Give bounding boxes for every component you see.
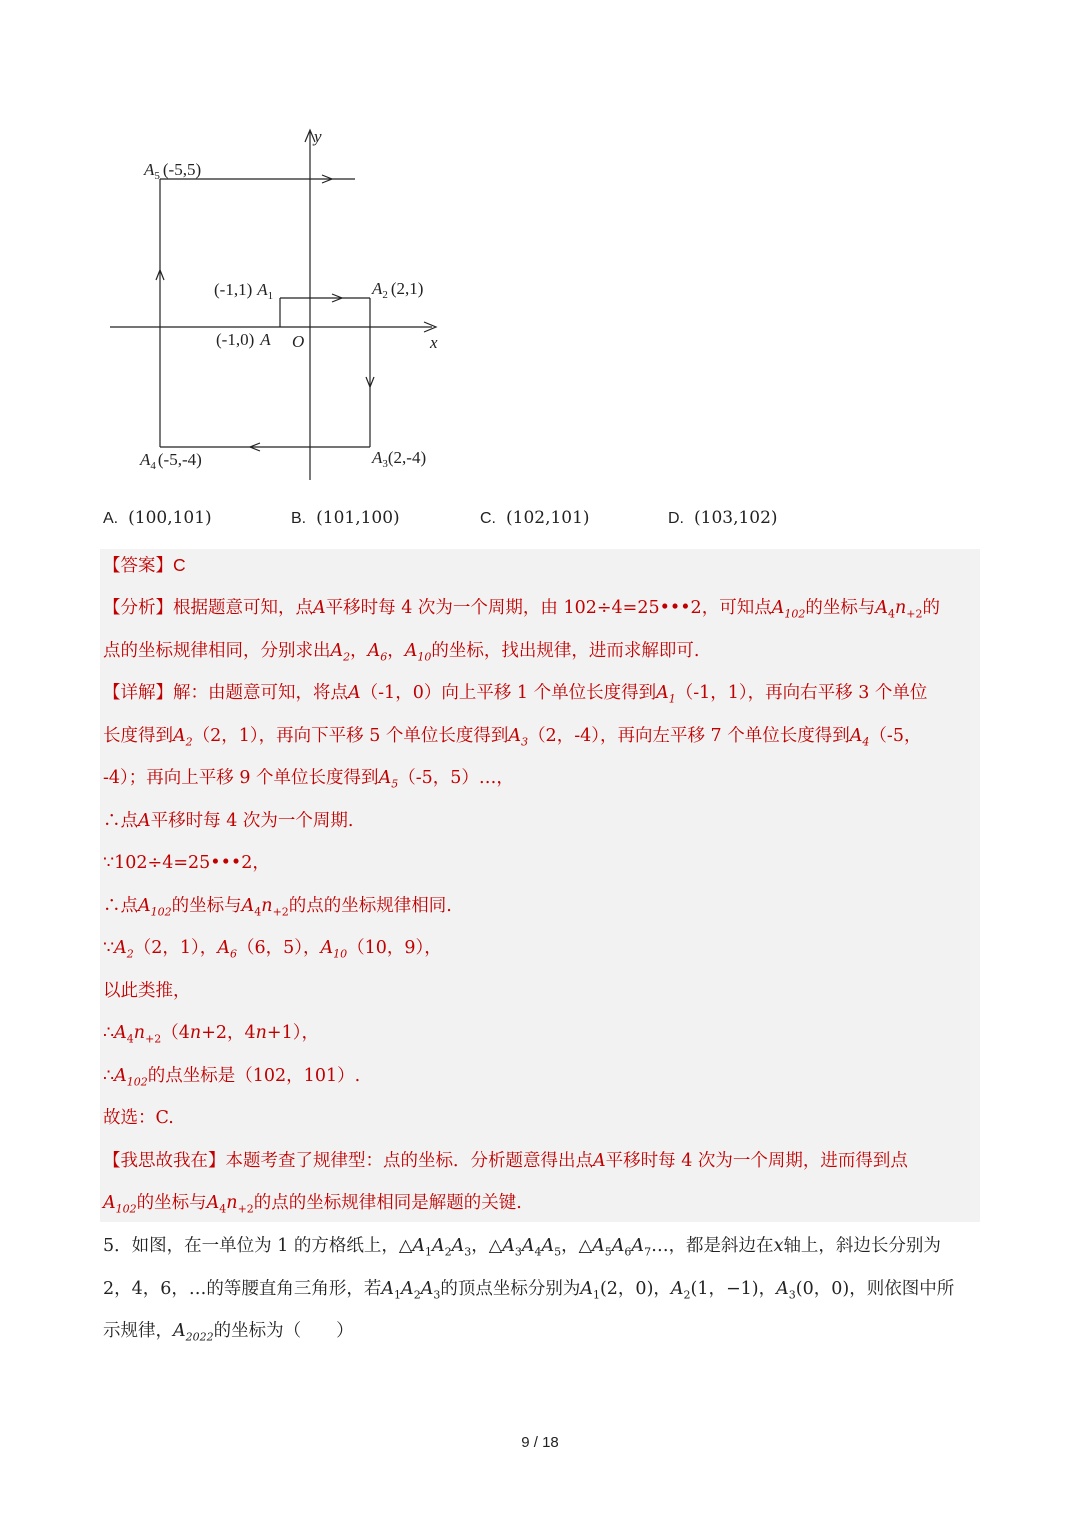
answer-line: 【答案】C <box>103 555 186 576</box>
question5-line-3: 示规律，$A_{2022}$的坐标为（ ） <box>103 1321 354 1344</box>
solution-line-10: $\therefore A_{102}$的点坐标是（102，101）. <box>103 1066 361 1089</box>
option-a[interactable]: A. (100,101) <box>103 508 212 528</box>
a1-label: (-1,1) $A_1$ <box>214 280 274 302</box>
a4-label: $A_4$ (-5,-4) <box>140 450 202 472</box>
option-b[interactable]: B. (101,100) <box>291 508 400 528</box>
option-d[interactable]: D. (103,102) <box>668 508 778 528</box>
reflect-line-2: $A_{102}$的坐标与$A_4n_{+2}$的点的坐标规律相同是解题的关键. <box>103 1193 522 1216</box>
a5-label: $A_5$ (-5,5) <box>144 160 202 182</box>
option-c[interactable]: C. (102,101) <box>480 508 590 528</box>
solution-line-6: ∴点$A_{102}$的坐标与$A_4n_{+2}$的点的坐标规律相同. <box>103 896 452 919</box>
a3-label: $A_3(2,-4)$ <box>372 448 427 470</box>
detail-line-3: -4）；再向上平移 9 个单位长度得到$A_5(-5$，5）…， <box>103 768 514 791</box>
solution-line-7: $\because A_2(2$，1），$A_6(6$，5），$A_{10}(10$，9）， <box>103 938 442 961</box>
a-label: (-1,0) A <box>216 330 271 349</box>
solution-line-8: 以此类推， <box>103 981 191 1001</box>
solution-line-9: $\therefore A_4n_{+2}(4n+2$，4n+1）， <box>103 1023 319 1046</box>
coordinate-figure <box>100 120 460 490</box>
solution-line-11: 故选：C. <box>103 1108 174 1128</box>
page-number: 9 / 18 <box>521 1434 559 1451</box>
answer-options <box>103 508 983 536</box>
solution-line-5: ∵102÷4=25•••2， <box>103 853 270 873</box>
a2-label: $A_2$ (2,1) <box>372 279 424 301</box>
origin-label: O <box>292 332 305 351</box>
question5-line-2: 2，4，6，…的等腰直角三角形，若$A_1A_2A_3$的顶点坐标分别为$A_1(2$，0)，$A_2(1$，−1)，$A_3(0$，0)，则依图中所 <box>103 1279 955 1302</box>
question5-line-1: 5．如图，在一单位为 1 的方格纸上，$\triangle A_1A_2A_3$，$\triangle A_3A_4A_5$，$\triangle A_5A_6A_7\dots$，都是斜边在x轴上，斜边长分别为 <box>103 1236 941 1259</box>
y-label: y <box>314 127 322 146</box>
detail-line-1: 【详解】解：由题意可知，将点A（-1，0）向上平移 1 个单位长度得到$A_1(-1$，1），再向右平移 3 个单位 <box>103 683 928 706</box>
reflect-line-1: 【我思故我在】本题考查了规律型：点的坐标．分析题意得出点A平移时每 4 次为一个周期，进而得到点 <box>103 1151 908 1171</box>
solution-line-4: ∴点A平移时每 4 次为一个周期. <box>103 811 354 831</box>
analysis-line-2: 点的坐标规律相同，分别求出$A_2$，$A_6$，$A_{10}$的坐标，找出规律，进而求解即可. <box>103 641 700 664</box>
x-label: x <box>430 333 438 352</box>
detail-line-2: 长度得到$A_2(2$，1），再向下平移 5 个单位长度得到$A_3(2$，-4），再向左平移 7 个单位长度得到$A_4(-5$， <box>103 726 922 749</box>
analysis-line-1: 【分析】根据题意可知，点A平移时每 4 次为一个周期，由 102÷4=25•••2，可知点$A_{102}$的坐标与$A_4n_{+2}$的 <box>103 598 940 621</box>
